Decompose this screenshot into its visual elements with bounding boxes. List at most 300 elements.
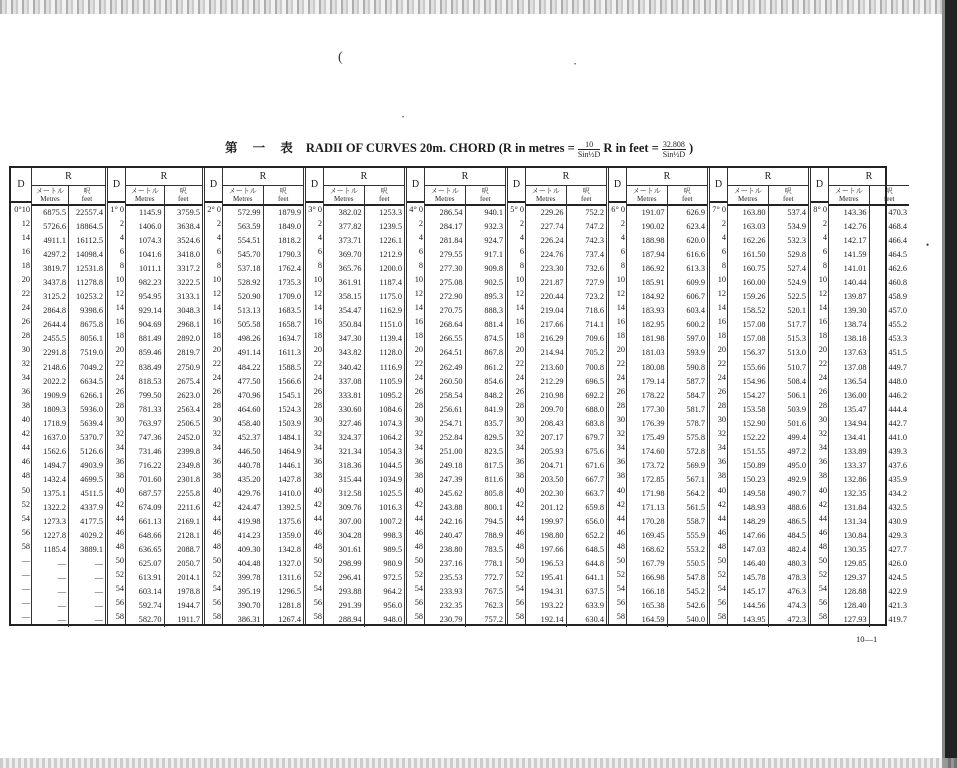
radius-metres-cell: 613.91 — [138, 573, 162, 583]
degree-value: 46 — [212, 527, 221, 537]
radius-metres-cell: 220.44 — [540, 292, 564, 302]
radius-feet-cell: 421.3 — [888, 601, 907, 611]
radius-metres-cell: 136.54 — [843, 376, 867, 386]
degree-value: 38 — [212, 471, 221, 481]
radius-feet-cell: 8056.1 — [80, 334, 103, 344]
radius-metres-cell: 143.36 — [843, 208, 867, 217]
degree-value: 48 — [616, 541, 625, 551]
degree-value: 52 — [115, 569, 124, 579]
radius-feet-cell: 718.6 — [585, 306, 604, 316]
radius-feet-cell: 457.0 — [888, 306, 907, 316]
degree-value: 28 — [818, 401, 827, 411]
feet-column — [769, 206, 809, 627]
radius-metres-cell: 284.17 — [439, 222, 463, 232]
degree-value: 12 — [21, 218, 30, 228]
radius-feet-cell: 1978.8 — [177, 587, 200, 597]
radius-feet-cell: 575.8 — [686, 432, 705, 442]
radius-feet-cell: 1084.6 — [379, 404, 402, 414]
radius-feet-cell: 1566.6 — [278, 376, 301, 386]
degree-value: 10 — [515, 274, 524, 284]
feet-column — [870, 206, 910, 627]
degree-value: 50 — [414, 555, 423, 565]
radius-feet-cell: 1064.2 — [379, 432, 402, 442]
degree-value: 2 — [418, 218, 423, 228]
radius-header-label: R — [223, 168, 303, 186]
degree-header: D — [11, 168, 31, 203]
radius-feet-cell: 1175.0 — [379, 292, 402, 302]
radius-metres-cell: 144.56 — [742, 601, 766, 611]
degree-value: 26 — [818, 387, 827, 397]
radius-feet-cell: 524.9 — [787, 278, 806, 288]
degree-value: 10 — [115, 274, 124, 284]
feet-column — [668, 206, 708, 627]
degree-value: 12 — [616, 288, 625, 298]
degree-value: 16 — [212, 316, 221, 326]
radius-feet-cell: 581.7 — [686, 404, 705, 414]
radius-feet-cell: 419.7 — [888, 615, 907, 625]
radius-feet-cell: 1296.5 — [278, 587, 301, 597]
degree-value: 18 — [212, 331, 221, 341]
degree-value: 30 — [115, 415, 124, 425]
radius-metres-cell: 202.30 — [540, 488, 564, 498]
radius-feet-cell: 1187.4 — [379, 278, 402, 288]
radius-feet-cell: 1849.0 — [278, 222, 301, 232]
radius-feet-cell: 455.2 — [888, 320, 907, 330]
radius-metres-cell: 165.38 — [641, 601, 665, 611]
radius-metres-cell: 264.51 — [439, 348, 463, 358]
degree-value: 6 — [317, 246, 322, 256]
degree-value: 52 — [717, 569, 726, 579]
degree-value: 54 — [21, 513, 30, 523]
radius-metres-cell: 343.82 — [338, 348, 362, 358]
degree-value: 42 — [818, 499, 827, 509]
degree-column — [508, 168, 526, 624]
radius-metres-cell: 226.24 — [540, 236, 564, 246]
radius-feet-cell: 547.8 — [686, 573, 705, 583]
radius-feet-cell: 569.9 — [686, 460, 705, 470]
radius-feet-cell: 794.5 — [484, 517, 503, 527]
radius-feet-cell: 3889.1 — [80, 545, 103, 555]
radius-feet-cell: 448.0 — [888, 376, 907, 386]
radius-metres-cell: 142.17 — [843, 236, 867, 246]
degree-value: 42 — [414, 499, 423, 509]
radius-metres-cell: 138.18 — [843, 334, 867, 344]
radius-metres-cell: 1494.7 — [43, 460, 66, 470]
degree-value: 20 — [212, 345, 221, 355]
radius-metres-cell: 205.93 — [540, 446, 564, 456]
radius-feet-cell: 1735.3 — [278, 278, 301, 288]
radius-feet-cell: 532.3 — [787, 236, 806, 246]
degree-value: 14 — [21, 232, 30, 242]
degree-value: 20 — [616, 345, 625, 355]
radius-metres-cell: 130.84 — [843, 531, 867, 541]
radius-feet-cell: 902.5 — [484, 278, 503, 288]
radius-feet-cell: 22557.4 — [76, 208, 103, 217]
radius-feet-cell: 437.6 — [888, 460, 907, 470]
radius-metres-cell: 674.09 — [138, 502, 162, 512]
radius-metres-cell: 1227.8 — [43, 531, 66, 541]
degree-value: 38 — [818, 471, 827, 481]
radius-feet-cell: 2349.8 — [177, 460, 200, 470]
metres-subheader: メートル Metres — [32, 186, 69, 206]
radius-feet-cell: 1151.0 — [379, 320, 402, 330]
radius-feet-cell: 441.0 — [888, 432, 907, 442]
radius-feet-cell: 5639.4 — [80, 418, 103, 428]
degree-value: 30 — [313, 415, 322, 425]
degree-value: 26 — [212, 387, 221, 397]
radius-feet-cell: 1054.3 — [379, 446, 402, 456]
radius-feet-cell: 3222.5 — [177, 278, 200, 288]
degree-value: 36 — [515, 457, 524, 467]
degree-value: — — [21, 597, 30, 607]
radius-feet-cell: 1944.7 — [177, 601, 200, 611]
radius-metres-cell: 2291.8 — [43, 348, 66, 358]
radius-metres-cell: 982.23 — [138, 278, 162, 288]
radius-metres-cell: 3125.2 — [43, 292, 66, 302]
degree-value: 40 — [414, 485, 423, 495]
radius-metres-cell: 838.49 — [138, 362, 162, 372]
degree-value: 32 — [414, 429, 423, 439]
degree-value: 24 — [818, 373, 827, 383]
radius-feet-cell: 679.7 — [585, 432, 604, 442]
radius-feet-cell: — — [94, 587, 103, 597]
radius-feet-cell: 486.5 — [787, 517, 806, 527]
radius-metres-cell: 237.16 — [439, 559, 463, 569]
degree-value: 22 — [21, 288, 30, 298]
radius-metres-cell: 1718.9 — [43, 418, 66, 428]
degree-value: 48 — [212, 541, 221, 551]
degree-column — [11, 168, 32, 624]
degree-value: 10 — [212, 274, 221, 284]
degree-value: 50 — [313, 555, 322, 565]
radius-metres-cell: 185.91 — [641, 278, 665, 288]
radius-metres-cell: 954.95 — [138, 292, 162, 302]
radius-feet-cell: 2750.9 — [177, 362, 200, 372]
radius-feet-cell: 800.1 — [484, 502, 503, 512]
radius-feet-cell: 587.7 — [686, 376, 705, 386]
radius-metres-cell: 731.46 — [138, 446, 162, 456]
radius-feet-cell: 909.8 — [484, 264, 503, 274]
radius-metres-cell: 145.17 — [742, 587, 766, 597]
degree-value: 16 — [313, 316, 322, 326]
radius-feet-cell: 482.4 — [787, 545, 806, 555]
radius-feet-cell: 1016.3 — [379, 502, 402, 512]
degree-value: 24 — [616, 373, 625, 383]
radius-feet-cell: — — [94, 615, 103, 625]
metres-subheader: メートル Metres — [425, 186, 466, 206]
degree-value: 8 — [216, 260, 221, 270]
radius-feet-cell: 723.2 — [585, 292, 604, 302]
radius-metres-cell: 176.39 — [641, 418, 665, 428]
title-fraction-metres: $\frac{10}{\text{Sin½D}}$ — [577, 139, 601, 159]
radius-feet-cell: — — [94, 601, 103, 611]
radius-metres-cell: 470.96 — [237, 390, 261, 400]
degree-value: 18 — [115, 331, 124, 341]
degree-value: 16 — [21, 246, 30, 256]
radius-metres-cell: 193.22 — [540, 601, 564, 611]
degree-value: 22 — [115, 359, 124, 369]
radius-metres-cell: 143.95 — [742, 615, 766, 625]
degree-value: 32 — [212, 429, 221, 439]
degree-value: 22 — [818, 359, 827, 369]
radius-metres-cell: 318.36 — [338, 460, 362, 470]
degree-value: 50 — [818, 555, 827, 565]
degree-value: 6° 0 — [611, 204, 625, 214]
radius-header-label: R — [324, 168, 404, 186]
degree-value: 18 — [818, 331, 827, 341]
radius-feet-cell: 506.1 — [787, 390, 806, 400]
radius-metres-cell: 235.53 — [439, 573, 463, 583]
degree-value: 44 — [515, 513, 524, 523]
degree-value: 58 — [717, 611, 726, 621]
radius-metres-cell: 249.18 — [439, 460, 463, 470]
radius-metres-cell: 170.28 — [641, 517, 665, 527]
radius-metres-cell: 163.80 — [742, 208, 766, 217]
radius-metres-cell: 147.66 — [742, 531, 766, 541]
radius-metres-cell: 187.94 — [641, 250, 665, 260]
radius-metres-cell: 242.16 — [439, 517, 463, 527]
radius-metres-cell: 175.49 — [641, 432, 665, 442]
radius-feet-cell: 1007.2 — [379, 517, 402, 527]
radius-metres-cell: 272.90 — [439, 292, 463, 302]
radius-header — [728, 168, 808, 206]
radius-feet-cell: 488.6 — [787, 502, 806, 512]
radius-metres-cell: 636.65 — [138, 545, 162, 555]
radius-metres-cell: 136.00 — [843, 390, 867, 400]
radius-feet-cell: 476.3 — [787, 587, 806, 597]
radius-metres-cell: 5726.6 — [43, 222, 66, 232]
degree-value: 18 — [21, 260, 30, 270]
radius-feet-cell: 540.0 — [686, 615, 705, 625]
degree-value: 36 — [212, 457, 221, 467]
radius-feet-cell: 553.2 — [686, 545, 705, 555]
radius-metres-cell: 440.78 — [237, 460, 261, 470]
radius-metres-cell: 153.58 — [742, 404, 766, 414]
radius-feet-cell: 626.9 — [686, 208, 705, 217]
radius-feet-cell: 2050.7 — [177, 559, 200, 569]
degree-value: 52 — [818, 569, 827, 579]
degree-value: 52 — [515, 569, 524, 579]
radius-feet-cell: 623.4 — [686, 222, 705, 232]
degree-header: D — [306, 168, 323, 203]
radius-feet-cell: 1611.3 — [278, 348, 301, 358]
radius-metres-cell: 477.50 — [237, 376, 261, 386]
radius-header-label: R — [126, 168, 202, 186]
metres-column — [627, 206, 668, 627]
degree-value: 14 — [515, 302, 524, 312]
degree-value: 10 — [616, 274, 625, 284]
radius-metres-cell: 209.70 — [540, 404, 564, 414]
radius-feet-cell: 567.1 — [686, 474, 705, 484]
degree-header: D — [811, 168, 828, 203]
degree-value: 8 — [519, 260, 524, 270]
radius-header-label: R — [829, 168, 909, 186]
radius-feet-cell: 788.9 — [484, 531, 503, 541]
degree-column — [306, 168, 324, 624]
radius-header-label: R — [728, 168, 808, 186]
radius-metres-cell: 358.15 — [338, 292, 362, 302]
radius-feet-cell: 805.8 — [484, 488, 503, 498]
radius-header — [324, 168, 404, 206]
radius-feet-cell: 478.3 — [787, 573, 806, 583]
radius-metres-cell: 230.79 — [439, 615, 463, 625]
radius-metres-cell: 592.74 — [138, 601, 162, 611]
degree-value: 58 — [616, 611, 625, 621]
radius-feet-cell: 9398.6 — [80, 306, 103, 316]
radius-metres-cell: 194.31 — [540, 587, 564, 597]
degree-value: 1° 0 — [110, 204, 124, 214]
degree-column — [811, 168, 829, 624]
radius-feet-cell: 1200.0 — [379, 264, 402, 274]
scan-speck: • — [926, 240, 930, 250]
degree-value: 36 — [818, 457, 827, 467]
degree-value: 50 — [212, 555, 221, 565]
degree-value: 8 — [822, 260, 827, 270]
radius-feet-cell: 1427.8 — [278, 474, 301, 484]
degree-value: 42 — [717, 499, 726, 509]
radius-metres-cell: 1273.3 — [43, 517, 66, 527]
radius-metres-cell: 747.36 — [138, 432, 162, 442]
radius-feet-cell: 772.7 — [484, 573, 503, 583]
degree-value: 10 — [313, 274, 322, 284]
radius-feet-cell: 503.9 — [787, 404, 806, 414]
degree-value: 42 — [313, 499, 322, 509]
radius-feet-cell: 1375.6 — [278, 517, 301, 527]
radius-feet-cell: 817.5 — [484, 460, 503, 470]
degree-value: 16 — [115, 316, 124, 326]
radius-feet-cell: 18864.5 — [76, 222, 103, 232]
degree-value: 32 — [21, 359, 30, 369]
feet-subheader: 呎 feet — [81, 187, 93, 203]
radius-metres-cell: — — [57, 587, 66, 597]
radius-feet-cell: 727.9 — [585, 278, 604, 288]
radius-metres-cell: 229.26 — [540, 208, 564, 217]
radius-feet-cell: 451.5 — [888, 348, 907, 358]
degree-value: 36 — [21, 387, 30, 397]
degree-value: 34 — [115, 443, 124, 453]
radius-metres-cell: 2644.4 — [43, 320, 66, 330]
degree-value: 18 — [414, 331, 423, 341]
radius-feet-cell: — — [94, 573, 103, 583]
radius-feet-cell: 757.2 — [484, 615, 503, 625]
radius-header-label: R — [32, 168, 105, 186]
radius-metres-cell: 279.55 — [439, 250, 463, 260]
radius-metres-cell: 131.84 — [843, 502, 867, 512]
radius-feet-cell: 593.9 — [686, 348, 705, 358]
radius-metres-cell: 171.13 — [641, 502, 665, 512]
radius-metres-cell: 268.64 — [439, 320, 463, 330]
degree-value: 5° 0 — [510, 204, 524, 214]
degree-value: 46 — [414, 527, 423, 537]
radius-metres-cell: 142.76 — [843, 222, 867, 232]
radius-feet-cell: 4177.5 — [80, 517, 103, 527]
radius-metres-cell: 159.26 — [742, 292, 766, 302]
radius-feet-cell: 517.7 — [787, 320, 806, 330]
radius-metres-cell: 1074.3 — [138, 236, 162, 246]
degree-value: 6 — [721, 246, 726, 256]
radius-metres-cell: 168.62 — [641, 545, 665, 555]
degree-value: 4 — [418, 232, 423, 242]
radius-header-label: R — [526, 168, 606, 186]
degree-value: 42 — [212, 499, 221, 509]
radius-metres-cell: 216.29 — [540, 334, 564, 344]
degree-value: 16 — [818, 316, 827, 326]
degree-value: 3° 0 — [308, 204, 322, 214]
radius-metres-cell: 156.37 — [742, 348, 766, 358]
radius-metres-cell: 435.20 — [237, 474, 261, 484]
radius-feet-cell: 1116.9 — [379, 362, 402, 372]
radius-feet-cell: 497.2 — [787, 446, 806, 456]
degree-value: 2 — [216, 218, 221, 228]
feet-subheader: 呎 feet — [379, 187, 390, 203]
radius-metres-cell: 520.90 — [237, 292, 261, 302]
feet-subheader: 呎 feet — [884, 187, 895, 203]
radius-metres-cell: 208.43 — [540, 418, 564, 428]
degree-value: 40 — [21, 415, 30, 425]
radius-metres-cell: 648.66 — [138, 531, 162, 541]
radius-metres-cell: 135.47 — [843, 404, 867, 414]
degree-value: 26 — [616, 387, 625, 397]
radius-metres-cell: 217.66 — [540, 320, 564, 330]
degree-value: — — [21, 555, 30, 565]
radius-metres-cell: 625.07 — [138, 559, 162, 569]
degree-value: 54 — [515, 583, 524, 593]
radius-feet-cell: 555.9 — [686, 531, 705, 541]
radius-metres-cell: 157.08 — [742, 334, 766, 344]
degree-value: 34 — [515, 443, 524, 453]
radius-metres-cell: 164.59 — [641, 615, 665, 625]
radius-feet-cell: 8675.8 — [80, 320, 103, 330]
degree-value: 32 — [515, 429, 524, 439]
radius-feet-cell: 578.7 — [686, 418, 705, 428]
radius-metres-cell: 129.85 — [843, 559, 867, 569]
radius-metres-cell: 183.93 — [641, 306, 665, 316]
degree-value: 36 — [313, 457, 322, 467]
radius-feet-cell: 692.2 — [585, 390, 604, 400]
radius-metres-cell: 240.47 — [439, 531, 463, 541]
radius-metres-cell: 327.46 — [338, 418, 362, 428]
degree-value: 6 — [216, 246, 221, 256]
degree-value: 38 — [717, 471, 726, 481]
radius-feet-cell: 1212.9 — [379, 250, 402, 260]
degree-value: 12 — [717, 288, 726, 298]
radius-metres-cell: 4297.2 — [43, 250, 66, 260]
radius-feet-cell: 1464.9 — [278, 446, 301, 456]
radius-feet-cell: 2399.8 — [177, 446, 200, 456]
radius-feet-cell: 964.2 — [383, 587, 402, 597]
degree-value: 56 — [21, 527, 30, 537]
radius-feet-cell: 11278.8 — [76, 278, 103, 288]
radius-feet-cell: 3317.2 — [177, 264, 200, 274]
degree-value: 46 — [115, 527, 124, 537]
radius-metres-cell: 186.92 — [641, 264, 665, 274]
radius-metres-cell: 395.19 — [237, 587, 261, 597]
degree-value: 7° 0 — [712, 204, 726, 214]
degree-value: 28 — [21, 331, 30, 341]
scan-speck: • — [574, 62, 577, 68]
radius-feet-cell: 1879.9 — [278, 208, 301, 217]
radius-metres-cell: 1909.9 — [43, 390, 66, 400]
feet-column — [466, 206, 506, 627]
radius-feet-cell: 630.4 — [585, 615, 604, 625]
radius-metres-cell: 203.50 — [540, 474, 564, 484]
radius-feet-cell: 460.8 — [888, 278, 907, 288]
radius-feet-cell: 861.2 — [484, 362, 503, 372]
page-number: 10—1 — [856, 634, 878, 644]
degree-value: 34 — [717, 443, 726, 453]
scan-edge-right-inner — [942, 0, 945, 768]
radius-metres-cell: 148.29 — [742, 517, 766, 527]
